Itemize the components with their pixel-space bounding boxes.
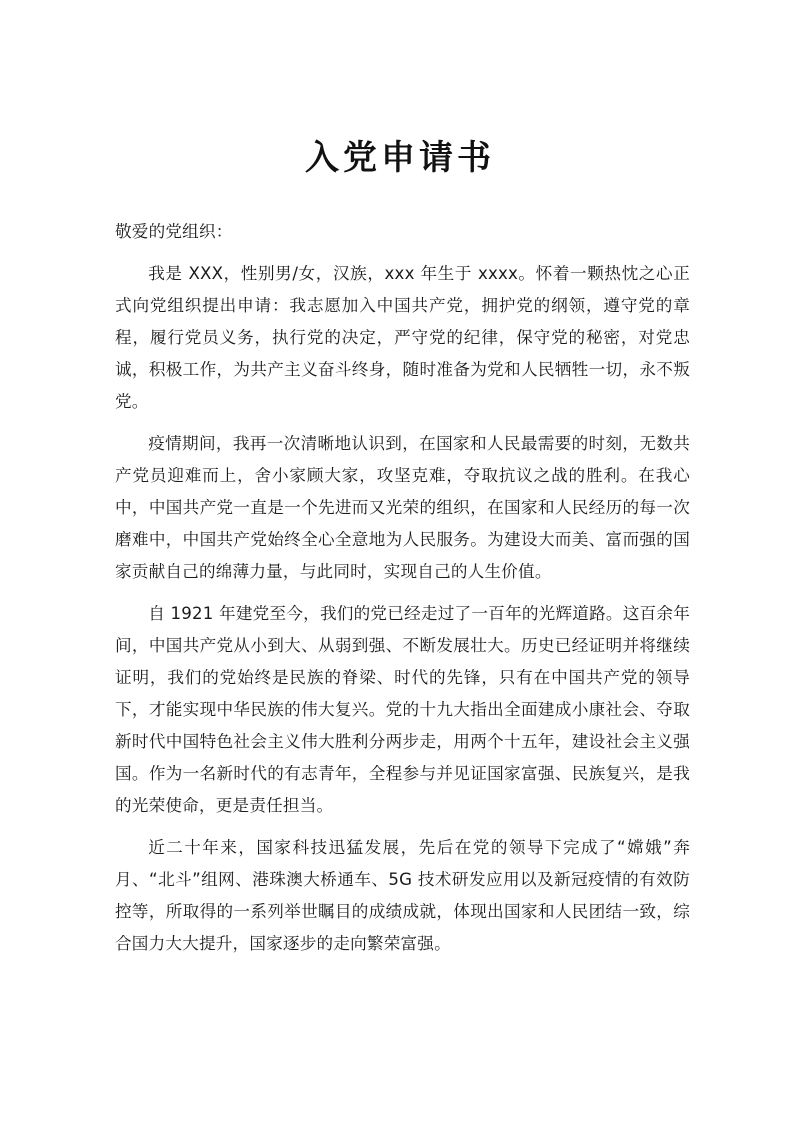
- salutation: 敬爱的党组织：: [115, 222, 233, 241]
- paragraph-2: 疫情期间，我再一次清晰地认识到，在国家和人民最需要的时刻，无数共产党员迎难而上，舍小家顾大家，攻坚克难，夺取抗议之战的胜利。在我心中，中国共产党一直是一个先进而又光荣的组织，在国家和人民经历的每一次磨难中，中国共产党始终全心全意地为人民服务。为建设大而美、富而强的国家贡献自己的绵薄力量，与此同时，实现自己的人生价值。: [115, 434, 690, 581]
- document-body: [115, 216, 690, 970]
- paragraph-1: 我是 XXX，性别男/女，汉族，xxx 年生于 xxxx。怀着一颗热忱之心正式向党组织提出申请：我志愿加入中国共产党，拥护党的纲领，遵守党的章程，履行党员义务，执行党的决定，严守党的纪律，保守党的秘密，对党忠诚，积极工作，为共产主义奋斗终身，随时准备为党和人民牺牲一切，永不叛党。: [115, 264, 690, 411]
- paragraph-4: 近二十年来，国家科技迅猛发展，先后在党的领导下完成了“嫦娥”奔月、“北斗”组网、港珠澳大桥通车、5G 技术研发应用以及新冠疫情的有效防控等，所取得的一系列举世瞩目的成绩成就，体现出国家和人民团结一致，综合国力大大提升，国家逐步的走向繁荣富强。: [115, 838, 690, 953]
- document-title: 入党申请书: [305, 138, 495, 178]
- paragraph-3: 自 1921 年建党至今，我们的党已经走过了一百年的光辉道路。这百余年间，中国共产党从小到大、从弱到强、不断发展壮大。历史已经证明并将继续证明，我们的党始终是民族的脊梁、时代的先锋，只有在中国共产党的领导下，才能实现中华民族的伟大复兴。党的十九大指出全面建成小康社会、夺取新时代中国特色社会主义伟大胜利分两步走，用两个十五年，建设社会主义强国。作为一名新时代的有志青年，全程参与并见证国家富强、民族复兴，是我的光荣使命，更是责任担当。: [115, 604, 690, 815]
